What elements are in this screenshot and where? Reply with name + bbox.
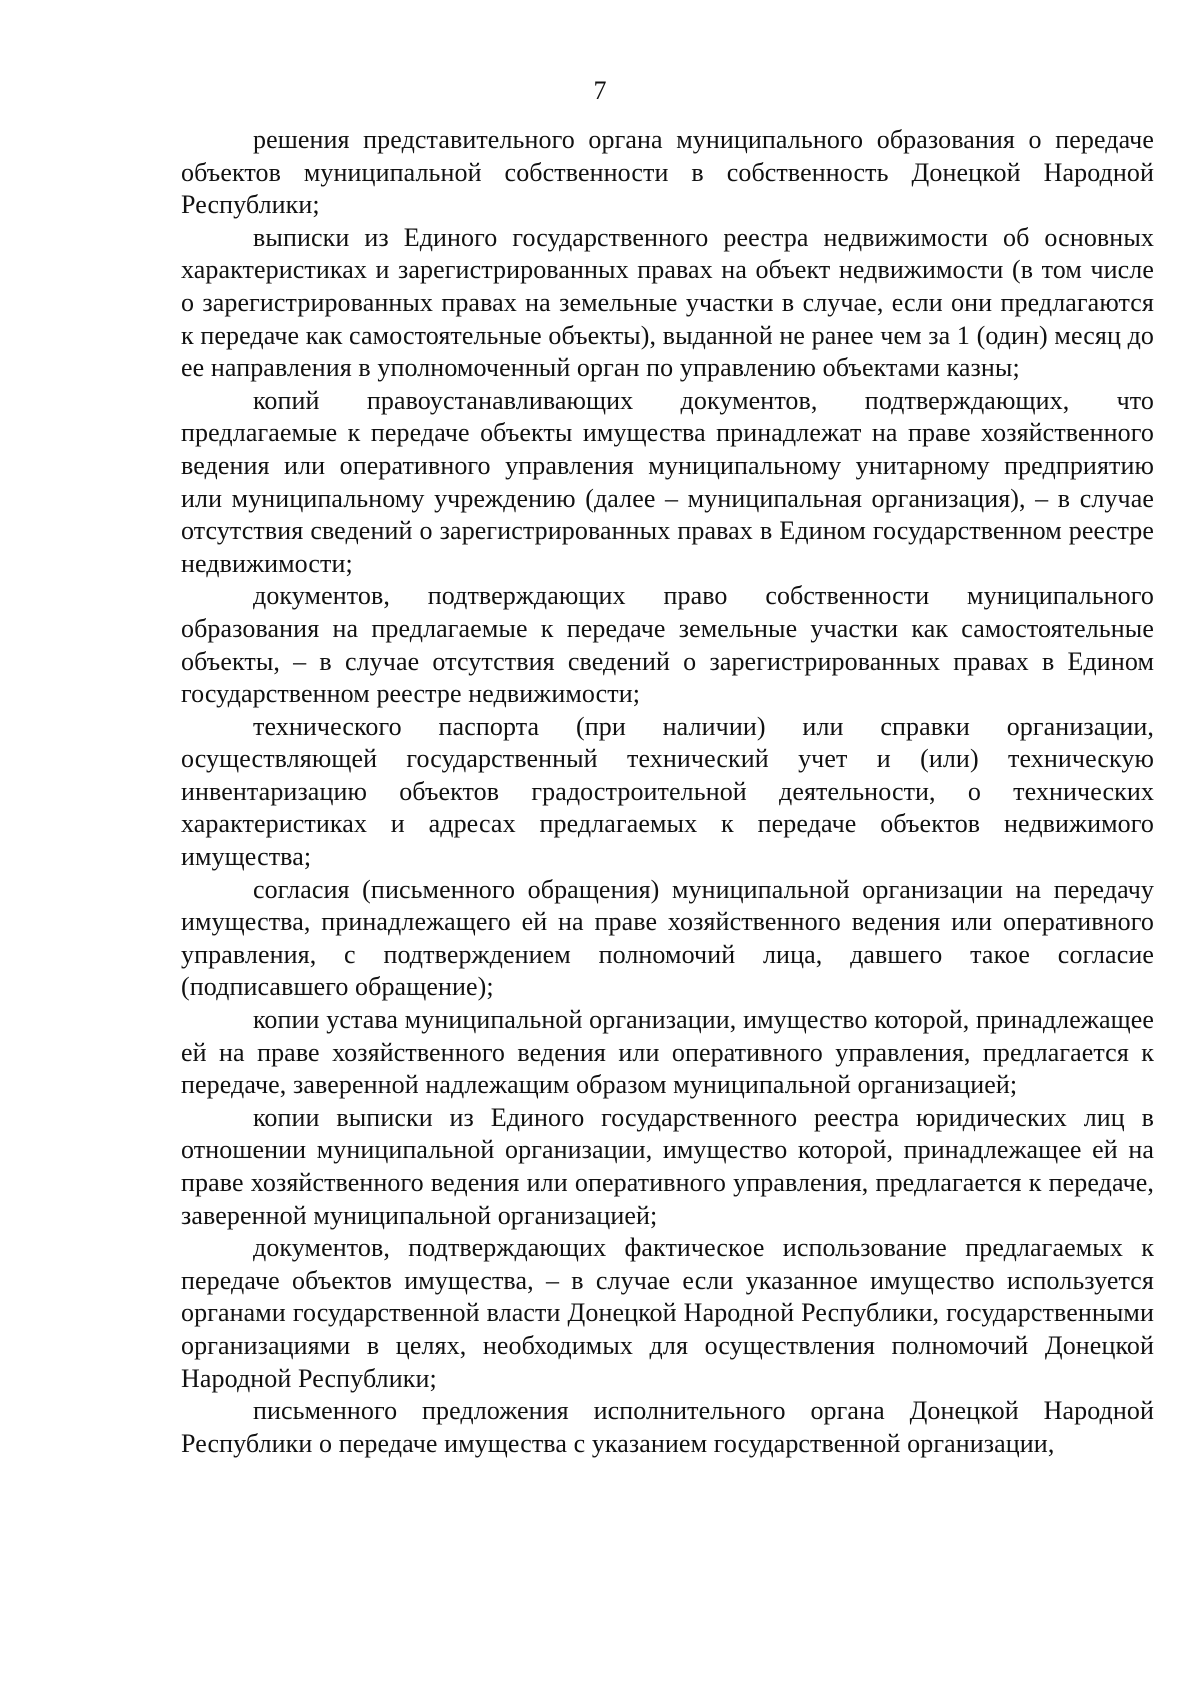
paragraph-ownership-documents: документов, подтверждающих право собственности муниципального образования на предлагаемые к передаче земельные участки как самостоятельные объекты, – в случае отсутствия сведений о зарегистрированных правах в Едином государственном реестре недвижимости; (181, 581, 1154, 709)
document-body (181, 124, 1154, 1460)
paragraph-municipal-decision: решения представительного органа муниципального образования о передаче объектов муниципальной собственности в собственность Донецкой Народной Республики; (181, 125, 1154, 220)
paragraph-actual-use-documents: документов, подтверждающих фактическое использование предлагаемых к передаче объектов имущества, – в случае если указанное имущество используется органами государственной власти Донецкой Народной Республики, государственными организациями в целях, необходимых для осуществления полномочий Донецкой Народной Республики; (181, 1233, 1154, 1393)
page-number: 7 (593, 76, 607, 105)
paragraph-charter-copy: копии устава муниципальной организации, имущество которой, принадлежащее ей на праве хозяйственного ведения или оперативного управления, предлагается к передаче, заверенной надлежащим образом муниципальной организацией; (181, 1005, 1154, 1100)
paragraph-executive-proposal: письменного предложения исполнительного органа Донецкой Народной Республики о передаче имущества с указанием государственной организации, (181, 1396, 1154, 1458)
paragraph-registry-extract: выписки из Единого государственного реестра недвижимости об основных характеристиках и зарегистрированных правах на объект недвижимости (в том числе о зарегистрированных правах на земельные участки в случае, если они предлагаются к передаче как самостоятельные объекты), выданной не ранее чем за 1 (один) месяц до ее направления в уполномоченный орган по управлению объектами казны; (181, 222, 1154, 383)
paragraph-technical-passport: технического паспорта (при наличии) или справки организации, осуществляющей государственный технический учет и (или) техническую инвентаризацию объектов градостроительной деятельности, о технических характеристиках и адресах предлагаемых к передаче объектов недвижимого имущества; (181, 711, 1154, 872)
paragraph-legal-entities-extract: копии выписки из Единого государственного реестра юридических лиц в отношении муниципальной организации, имущество которой, принадлежащее ей на праве хозяйственного ведения или оперативного управления, предлагается к передаче, заверенной муниципальной организацией; (181, 1102, 1154, 1230)
paragraph-title-documents: копий правоустанавливающих документов, подтверждающих, что предлагаемые к передаче объекты имущества принадлежат на праве хозяйственного ведения или оперативного управления муниципальному унитарному предприятию или муниципальному учреждению (далее – муниципальная организация), – в случае отсутствия сведений о зарегистрированных правах в Едином государственном реестре недвижимости; (181, 385, 1154, 578)
paragraph-organization-consent: согласия (письменного обращения) муниципальной организации на передачу имущества, принадлежащего ей на праве хозяйственного ведения или оперативного управления, с подтверждением полномочий лица, давшего такое согласие (подписавшего обращение); (181, 874, 1154, 1002)
